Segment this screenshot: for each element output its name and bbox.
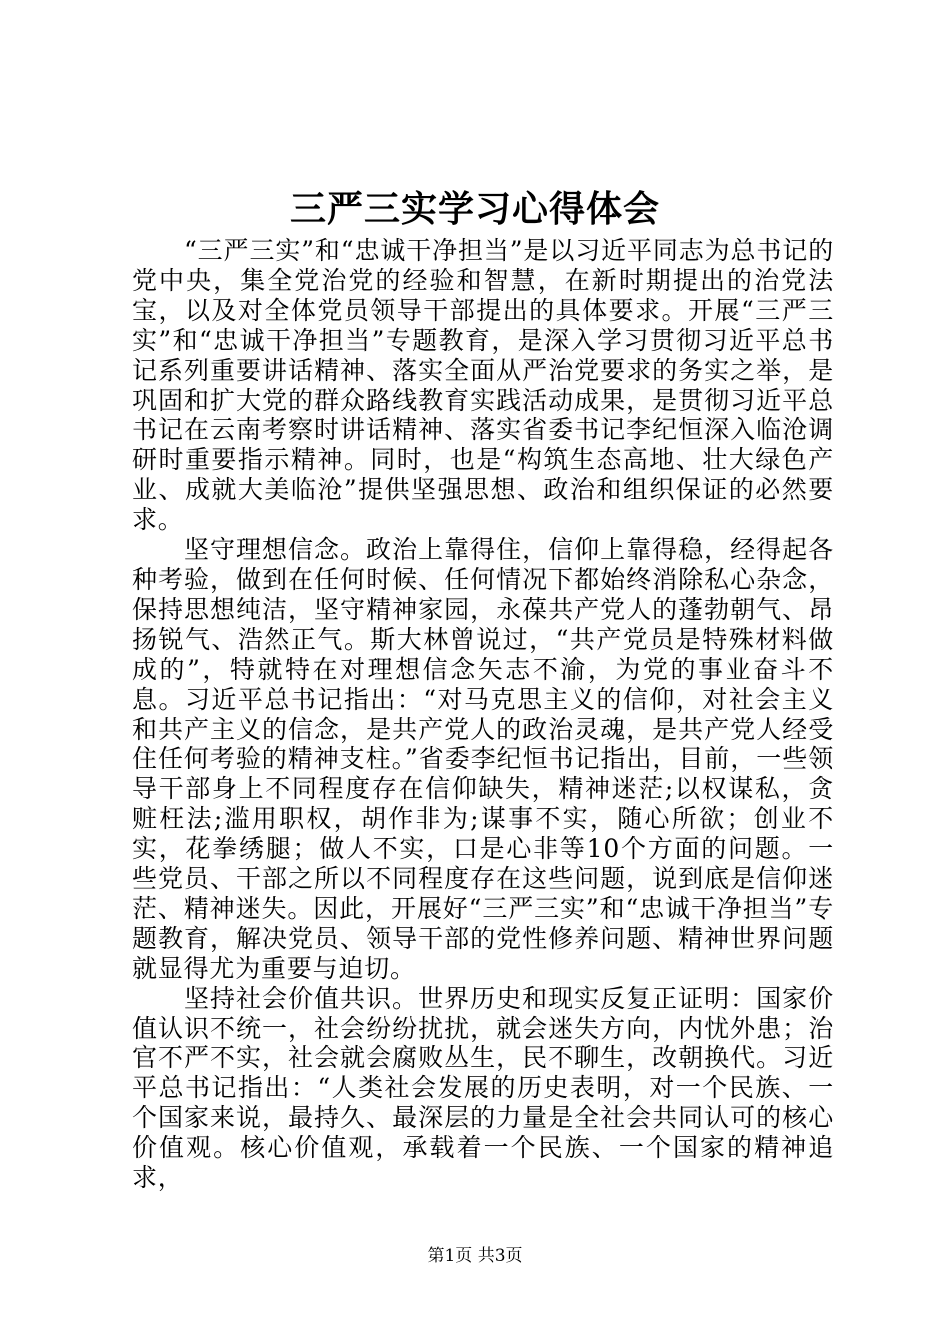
document-body [132,236,834,1193]
paragraph: 坚持社会价值共识。世界历史和现实反复正证明：国家价值认识不统一，社会纷纷扰扰，就会迷失方向，内忧外患；治官不严不实，社会就会腐败丛生，民不聊生，改朝换代。习近平总书记指出：“人类社会发展的历史表明，对一个民族、一个国家来说，最持久、最深层的力量是全社会共同认可的核心价值观。核心价值观，承载着一个民族、一个国家的精神追求， [132,983,834,1193]
page-footer: 第1页 共3页 [427,1246,523,1266]
paragraph: “三严三实”和“忠诚干净担当”是以习近平同志为总书记的党中央，集全党治党的经验和智慧，在新时期提出的治党法宝，以及对全体党员领导干部提出的具体要求。开展“三严三实”和“忠诚干净担当”专题教育，是深入学习贯彻习近平总书记系列重要讲话精神、落实全面从严治党要求的务实之举，是巩固和扩大党的群众路线教育实践活动成果，是贯彻习近平总书记在云南考察时讲话精神、落实省委书记李纪恒深入临沧调研时重要指示精神。同时，也是“构筑生态高地、壮大绿色产业、成就大美临沧”提供坚强思想、政治和组织保证的必然要求。 [132,236,834,535]
paragraph: 坚守理想信念。政治上靠得住，信仰上靠得稳，经得起各种考验，做到在任何时候、任何情况下都始终消除私心杂念，保持思想纯洁，坚守精神家园，永葆共产党人的蓬勃朝气、昂扬锐气、浩然正气。斯大林曾说过，“共产党员是特殊材料做成的”，特就特在对理想信念矢志不渝，为党的事业奋斗不息。习近平总书记指出：“对马克思主义的信仰，对社会主义和共产主义的信念，是共产党人的政治灵魂，是共产党人经受住任何考验的精神支柱。”省委李纪恒书记指出，目前，一些领导干部身上不同程度存在信仰缺失，精神迷茫;以权谋私，贪赃枉法;滥用职权，胡作非为;谋事不实，随心所欲；创业不实，花拳绣腿；做人不实，口是心非等10个方面的问题。一些党员、干部之所以不同程度存在这些问题，说到底是信仰迷茫、精神迷失。因此，开展好“三严三实”和“忠诚干净担当”专题教育，解决党员、领导干部的党性修养问题、精神世界问题就显得尤为重要与迫切。 [132,535,834,983]
document-title: 三严三实学习心得体会 [289,188,660,230]
